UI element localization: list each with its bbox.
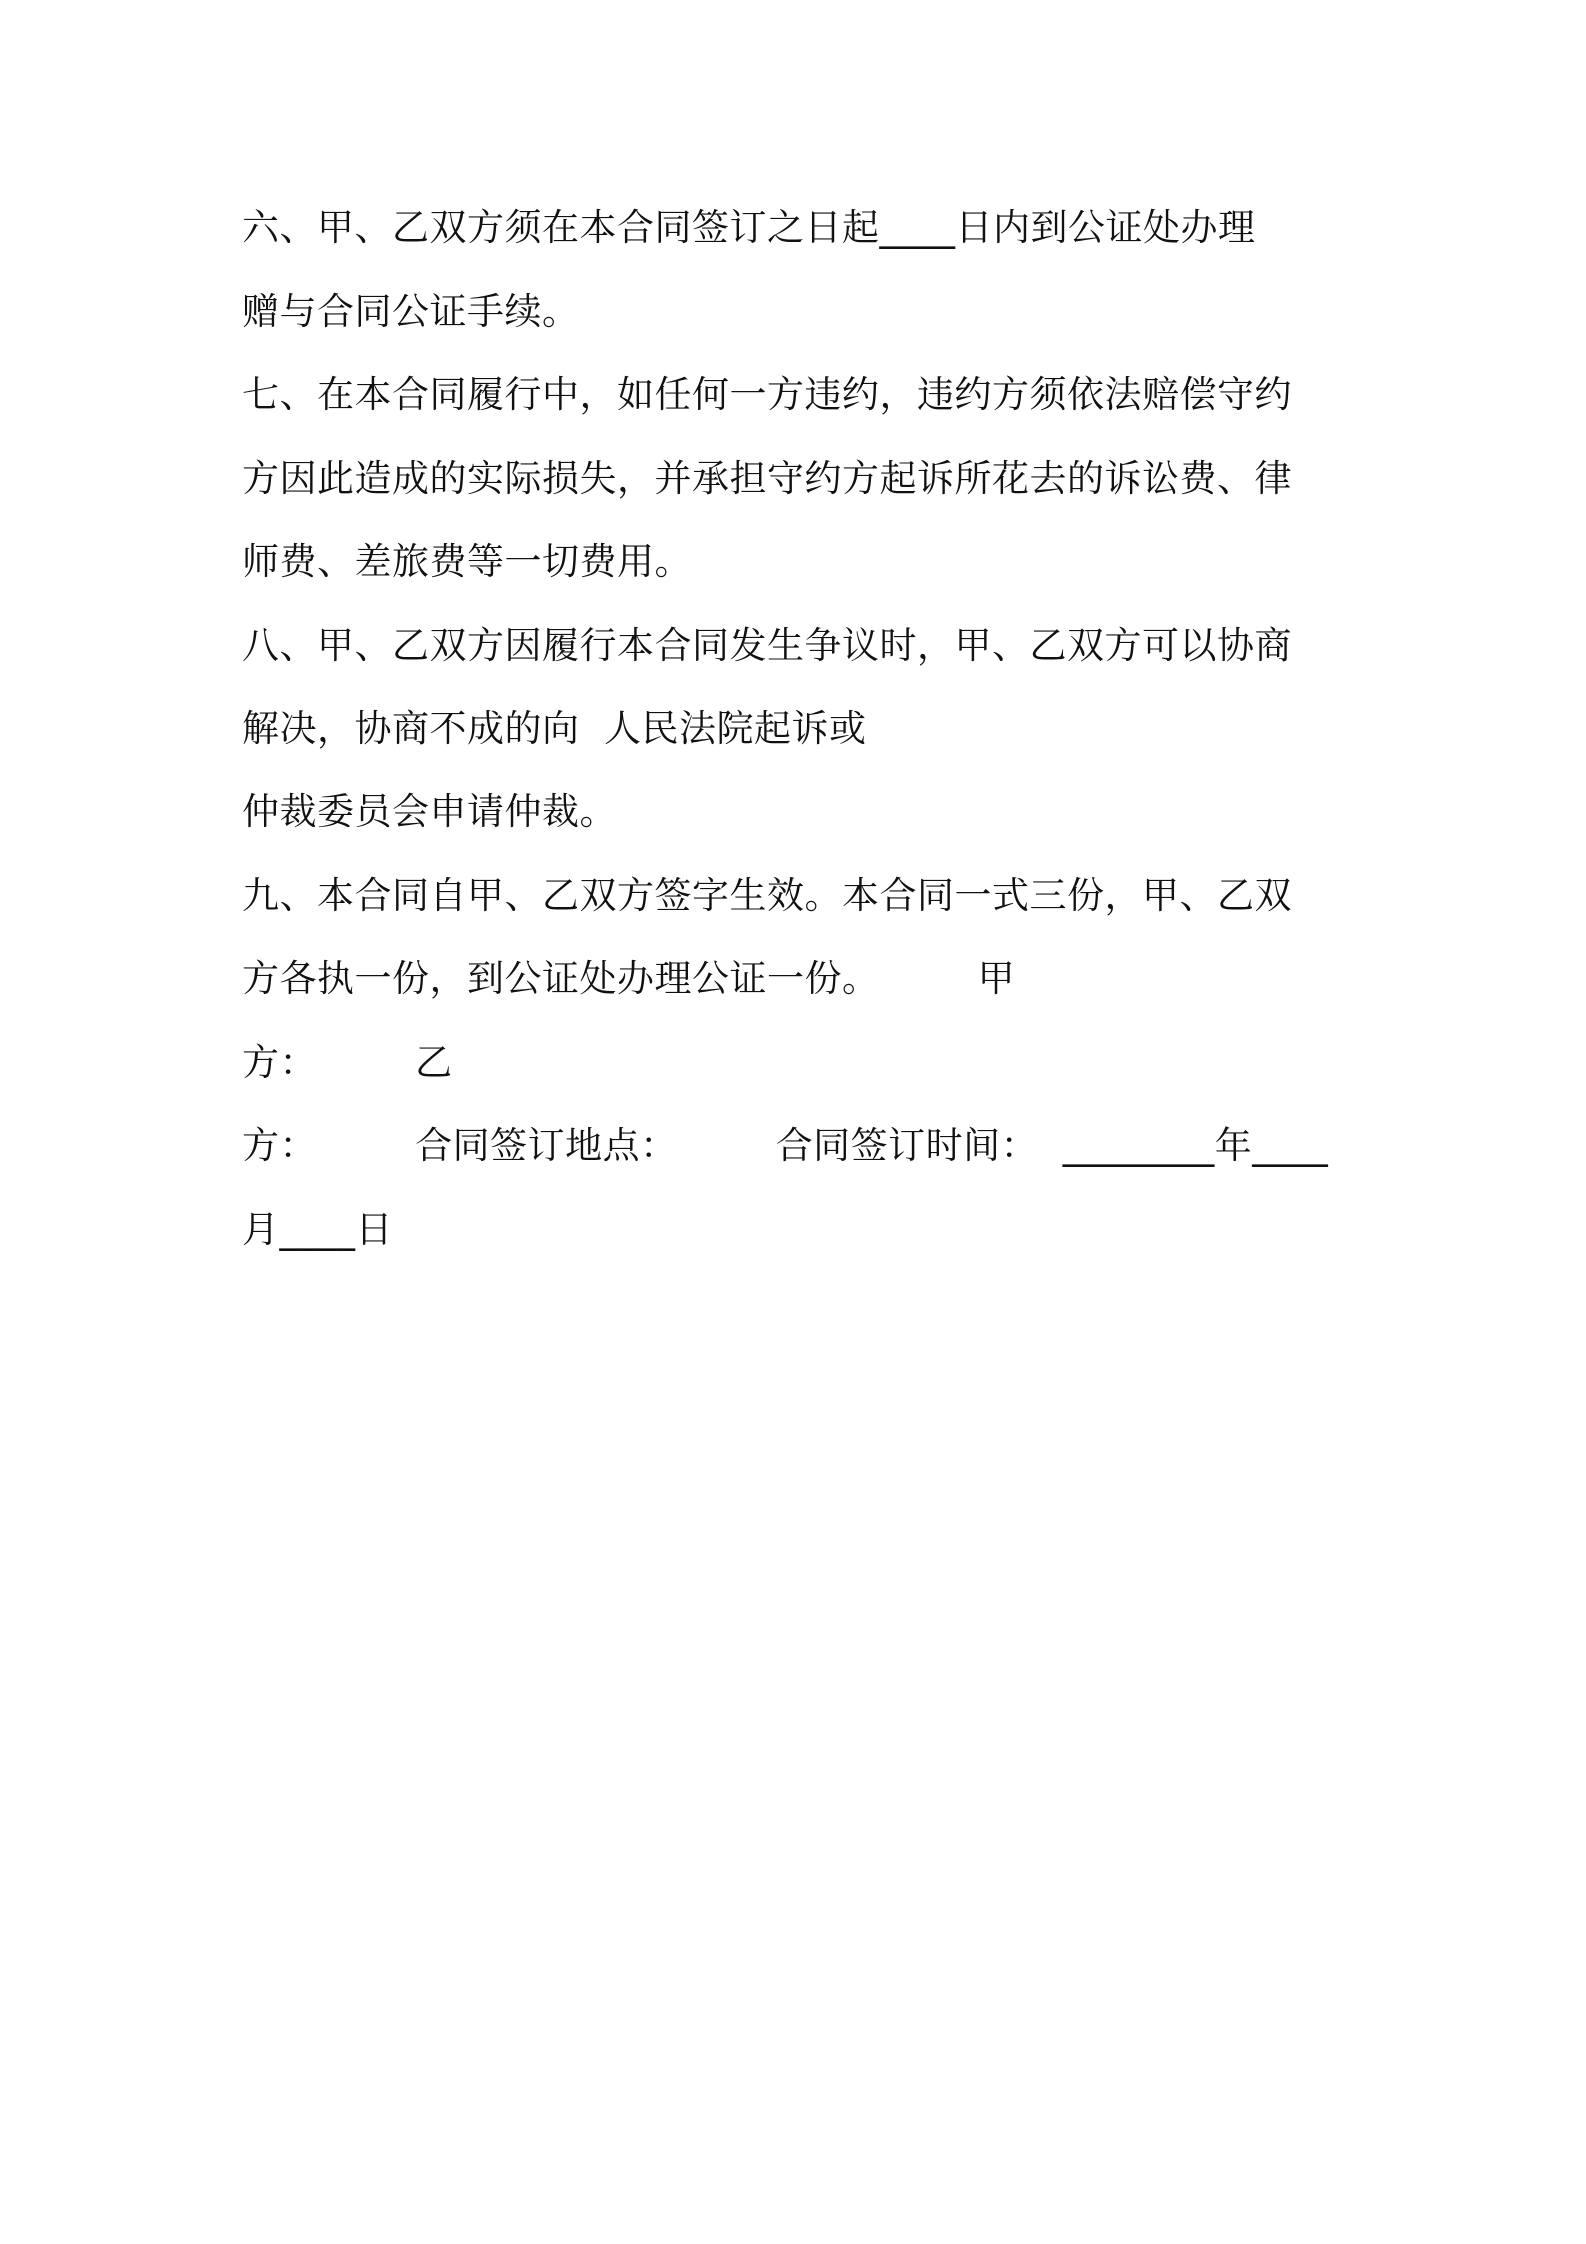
clause-6-line-1: 六、甲、乙双方须在本合同签订之日起____日内到公证处办理 xyxy=(242,206,1256,249)
signature-date-line: 月____日 xyxy=(242,1208,393,1251)
clause-6-line-2: 赠与合同公证手续。 xyxy=(242,290,580,333)
clause-7-line-2: 方因此造成的实际损失，并承担守约方起诉所花去的诉讼费、律 xyxy=(242,457,1292,500)
clause-8-line-1: 八、甲、乙双方因履行本合同发生争议时，甲、乙双方可以协商 xyxy=(242,624,1292,667)
clause-9-line-1: 九、本合同自甲、乙双方签字生效。本合同一式三份，甲、乙双 xyxy=(242,874,1292,917)
clause-8-line-2: 解决，协商不成的向 人民法院起诉或 xyxy=(242,707,867,750)
clause-8-line-3: 仲裁委员会申请仲裁。 xyxy=(242,790,617,833)
clause-7-line-1: 七、在本合同履行中，如任何一方违约，违约方须依法赔偿守约 xyxy=(242,373,1292,416)
clause-9-line-2: 方各执一份，到公证处办理公证一份。 甲 xyxy=(242,957,1016,1000)
signature-place-time-line: 方： 合同签订地点： 合同签订时间： ________年____ xyxy=(242,1124,1329,1167)
signature-party-line: 方： 乙 xyxy=(242,1041,453,1084)
clause-7-line-3: 师费、差旅费等一切费用。 xyxy=(242,540,692,583)
